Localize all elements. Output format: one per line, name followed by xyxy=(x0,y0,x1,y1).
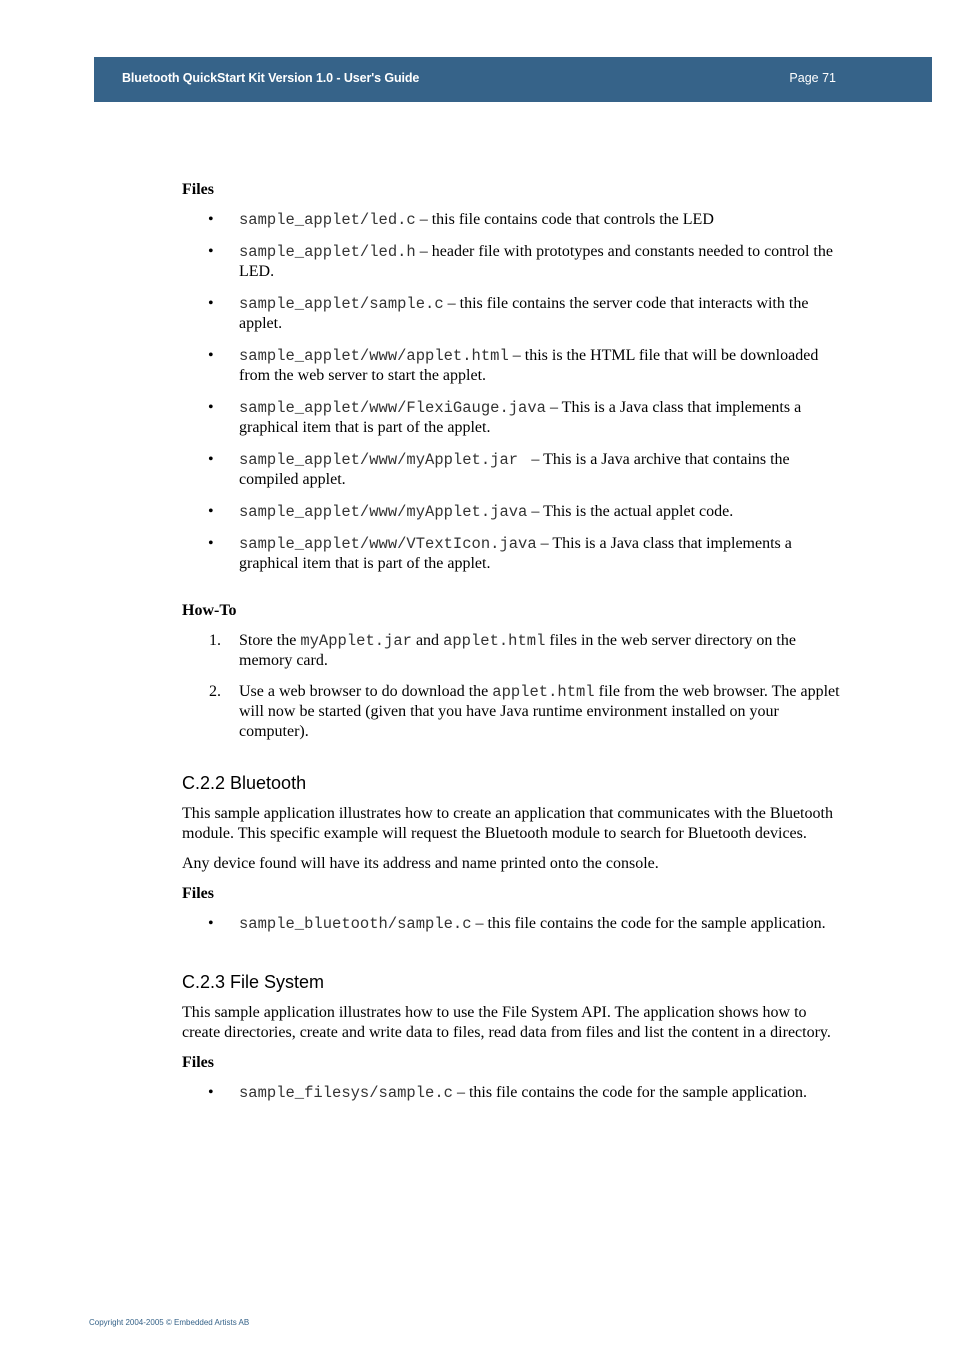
file-description: – This is a Java class that implements a graphical item that is part of the applet. xyxy=(239,535,792,572)
list-item xyxy=(182,450,842,490)
paragraph: This sample application illustrates how to create an application that communicates with the Bluetooth module. This specific example will request the Bluetooth module to search for Bluetooth devices. xyxy=(182,805,833,842)
section-heading-filesystem: C.2.3 File System xyxy=(182,972,325,992)
applet-files-list xyxy=(182,210,842,574)
list-item xyxy=(182,914,842,934)
bluetooth-files-list xyxy=(182,914,842,934)
document-title: Bluetooth QuickStart Kit Version 1.0 - User's Guide xyxy=(122,71,420,85)
step-number: 1. xyxy=(209,632,221,649)
file-description: – this file contains the server code that interacts with the applet. xyxy=(239,295,809,332)
page-header xyxy=(94,57,932,102)
step-number: 2. xyxy=(209,683,221,700)
bullet-icon: • xyxy=(208,503,214,520)
file-path: sample_bluetooth/sample.c xyxy=(239,915,472,933)
bullet-icon: • xyxy=(208,451,214,468)
howto-steps xyxy=(182,631,842,742)
bullet-icon: • xyxy=(208,243,214,260)
file-description: – this file contains the code for the sample application. xyxy=(471,915,826,932)
list-item xyxy=(182,502,842,522)
file-description: – this file contains the code for the sample application. xyxy=(452,1084,808,1101)
file-path: sample_applet/www/FlexiGauge.java xyxy=(239,399,546,417)
filesystem-files-list xyxy=(182,1083,842,1103)
file-path: applet.html xyxy=(443,632,546,650)
file-description: – This is the actual applet code. xyxy=(527,503,734,520)
file-path: sample_applet/led.h xyxy=(239,243,416,261)
step-text: file from the web browser. The applet will now be started (given that you have Java runtime environment installed on your computer). xyxy=(239,683,840,740)
step-text: Use a web browser to do download the xyxy=(239,683,493,700)
paragraph: This sample application illustrates how to use the File System API. The application shows how to create directories, create and write data to files, read data from files and list the content in a directory. xyxy=(182,1004,831,1041)
files-label: Files xyxy=(182,885,214,902)
step-text: files in the web server directory on the memory card. xyxy=(239,632,796,669)
page-content xyxy=(182,180,842,1115)
bullet-icon: • xyxy=(208,1084,214,1101)
file-path: sample_applet/www/applet.html xyxy=(239,347,509,365)
bullet-icon: • xyxy=(208,211,214,228)
file-path: sample_applet/led.c xyxy=(239,211,416,229)
list-item xyxy=(182,534,842,574)
bullet-icon: • xyxy=(208,535,214,552)
file-path: myApplet.jar xyxy=(300,632,412,650)
list-item xyxy=(182,294,842,334)
file-path: sample_filesys/sample.c xyxy=(239,1084,453,1102)
howto-step xyxy=(182,682,842,742)
bullet-icon: • xyxy=(208,399,214,416)
copyright-footer: Copyright 2004-2005 © Embedded Artists AB xyxy=(89,1318,250,1327)
list-item xyxy=(182,398,842,438)
file-description: – this is the HTML file that will be downloaded from the web server to start the applet. xyxy=(239,347,819,384)
file-description: – header file with prototypes and constants needed to control the LED. xyxy=(239,243,833,280)
step-text: Store the xyxy=(239,632,301,649)
page-number: Page 71 xyxy=(789,71,836,85)
files-label: Files xyxy=(182,1054,214,1071)
section-heading-bluetooth: C.2.2 Bluetooth xyxy=(182,773,307,793)
file-description: – this file contains code that controls the LED xyxy=(415,211,714,228)
bullet-icon: • xyxy=(208,347,214,364)
paragraph: Any device found will have its address and name printed onto the console. xyxy=(182,855,659,872)
list-item xyxy=(182,346,842,386)
files-label: Files xyxy=(182,181,214,198)
list-item xyxy=(182,242,842,282)
bullet-icon: • xyxy=(208,295,214,312)
file-description: – This is a Java archive that contains the compiled applet. xyxy=(239,451,790,488)
step-text: and xyxy=(411,632,444,649)
file-path: sample_applet/www/myApplet.java xyxy=(239,503,528,521)
bullet-icon: • xyxy=(208,915,214,932)
list-item xyxy=(182,1083,842,1103)
list-item xyxy=(182,210,842,230)
howto-step xyxy=(182,631,842,671)
file-path: sample_applet/www/myApplet.jar xyxy=(239,451,528,469)
file-path: applet.html xyxy=(492,683,595,701)
file-path: sample_applet/www/VTextIcon.java xyxy=(239,535,537,553)
file-description: – This is a Java class that implements a graphical item that is part of the applet. xyxy=(239,399,802,436)
file-path: sample_applet/sample.c xyxy=(239,295,444,313)
howto-label: How-To xyxy=(182,602,237,619)
